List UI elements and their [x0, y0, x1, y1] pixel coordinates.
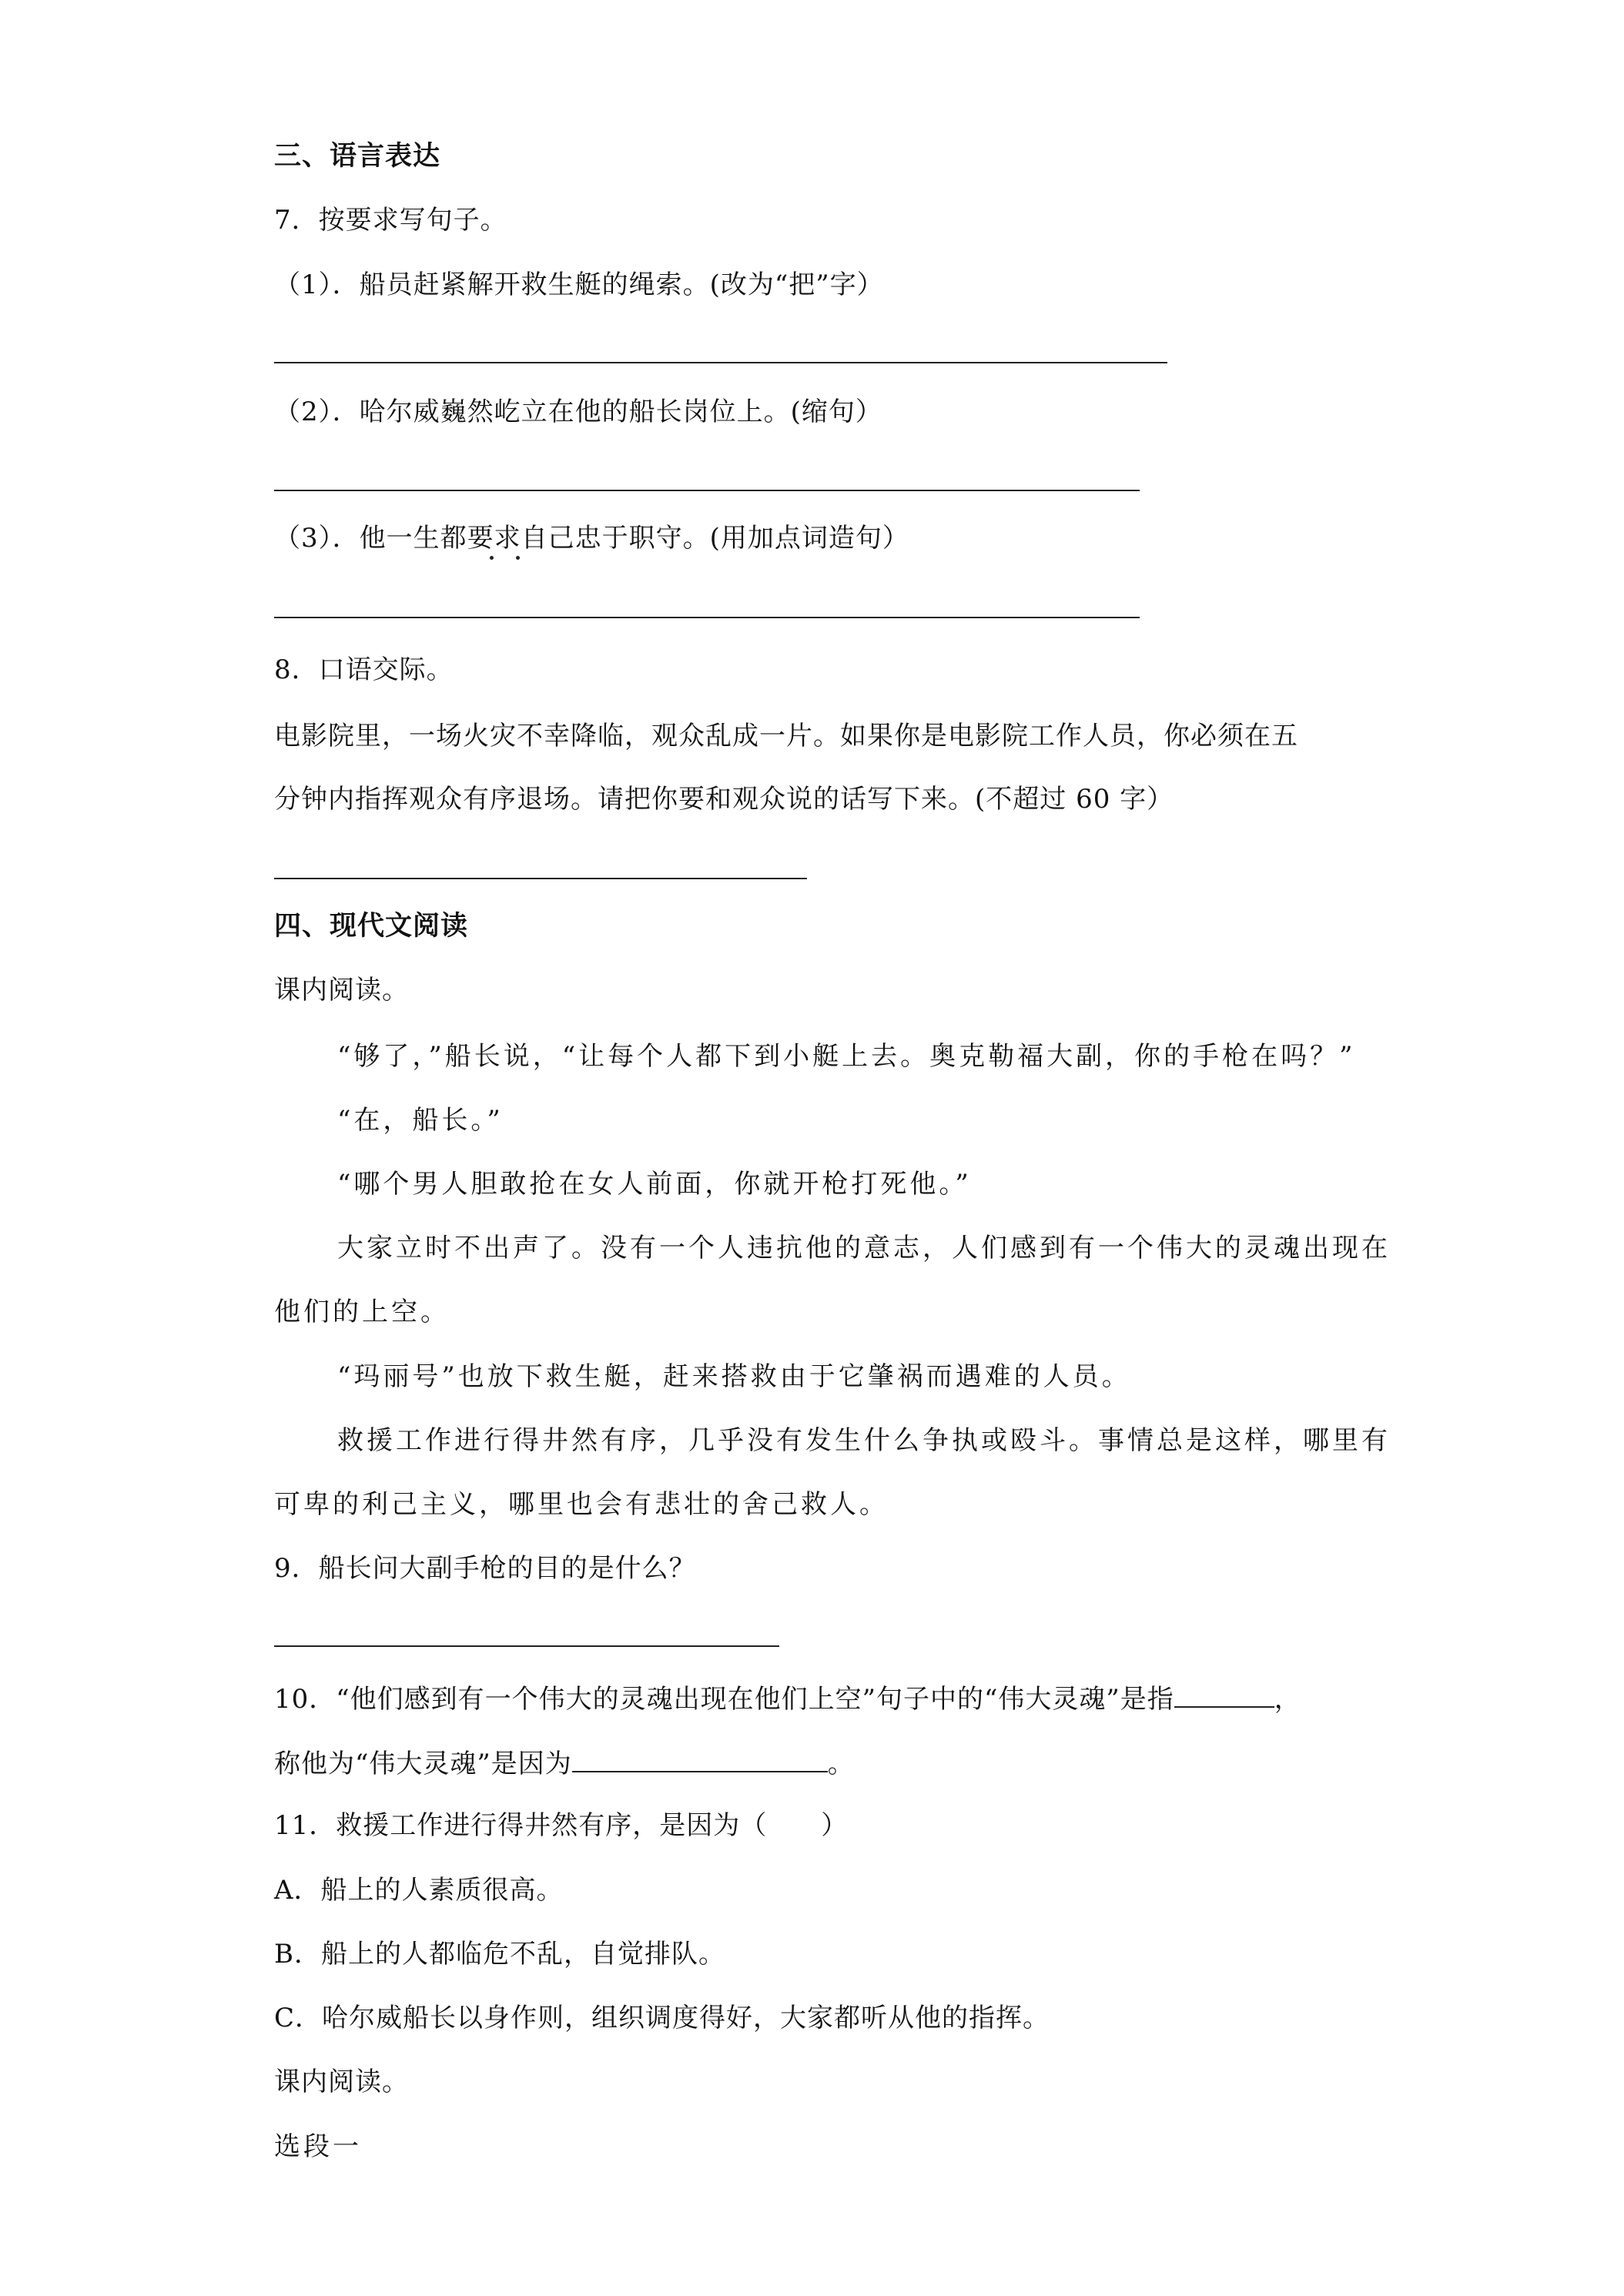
excerpt-label: 选段一	[274, 2131, 362, 2162]
question-11-option-a[interactable]: A．船上的人素质很高。	[274, 1875, 564, 1906]
fill-blank[interactable]	[572, 1745, 828, 1772]
question-10-line-2	[274, 1745, 855, 1781]
question-11-option-b[interactable]: B．船上的人都临危不乱，自觉排队。	[274, 1939, 725, 1970]
question-7-item-1: （1）．船员赶紧解开救生艇的绳索。(改为“把”字）	[274, 269, 884, 300]
passage-line: 可卑的利己主义，哪里也会有悲壮的舍己救人。	[274, 1489, 889, 1520]
answer-line[interactable]	[274, 362, 1167, 363]
section-heading-modern-reading: 四、现代文阅读	[274, 911, 469, 942]
passage-line: “在，船长。”	[337, 1105, 504, 1136]
passage-line: 救援工作进行得井然有序，几乎没有发生什么争执或殴斗。事情总是这样，哪里有	[337, 1425, 1391, 1456]
question-11-option-c[interactable]: C．哈尔威船长以身作则，组织调度得好，大家都听从他的指挥。	[274, 2003, 1050, 2033]
reading-intro-2: 课内阅读。	[274, 2067, 409, 2097]
question-10-line-1	[274, 1680, 1301, 1716]
passage-line: “够了，”船长说，“让每个人都下到小艇上去。奥克勒福大副，你的手枪在吗？”	[337, 1041, 1356, 1072]
question-9: 9．船长问大副手枪的目的是什么？	[274, 1553, 696, 1584]
question-10-text: 称他为“伟大灵魂”是因为	[274, 1749, 572, 1779]
answer-line[interactable]	[274, 617, 1140, 618]
reading-intro: 课内阅读。	[274, 975, 409, 1006]
passage-line: 他们的上空。	[274, 1297, 450, 1327]
question-11-stem: 11．救援工作进行得井然有序，是因为（ ）	[274, 1810, 849, 1841]
emphasis-dot	[490, 556, 494, 560]
question-8-stem: 8．口语交际。	[274, 654, 454, 685]
section-heading-language-expression: 三、语言表达	[274, 141, 441, 172]
answer-line[interactable]	[274, 490, 1140, 491]
question-7-stem: 7．按要求写句子。	[274, 205, 507, 236]
answer-line[interactable]	[274, 1645, 779, 1647]
passage-line: “玛丽号”也放下救生艇，赶来搭救由于它肇祸而遇难的人员。	[337, 1361, 1131, 1392]
question-7-item-3: （3）．他一生都要求自己忠于职守。(用加点词造句）	[274, 523, 909, 554]
question-7-item-2: （2）．哈尔威巍然屹立在他的船长岗位上。(缩句）	[274, 397, 882, 427]
question-8-text-line-1: 电影院里，一场火灾不幸降临，观众乱成一片。如果你是电影院工作人员，你必须在五	[274, 721, 1298, 751]
passage-line: 大家立时不出声了。没有一个人违抗他的意志，人们感到有一个伟大的灵魂出现在	[337, 1233, 1391, 1263]
question-10-period: 。	[827, 1749, 855, 1779]
answer-line[interactable]	[274, 878, 807, 879]
question-8-text-line-2: 分钟内指挥观众有序退场。请把你要和观众说的话写下来。(不超过 60 字）	[274, 784, 1174, 815]
passage-line: “哪个男人胆敢抢在女人前面，你就开枪打死他。”	[337, 1169, 972, 1200]
emphasis-dot	[516, 556, 520, 560]
question-10-text: 10．“他们感到有一个伟大的灵魂出现在他们上空”句子中的“伟大灵魂”是指	[274, 1684, 1174, 1715]
question-10-comma: ，	[1274, 1684, 1301, 1715]
fill-blank[interactable]	[1174, 1680, 1274, 1708]
